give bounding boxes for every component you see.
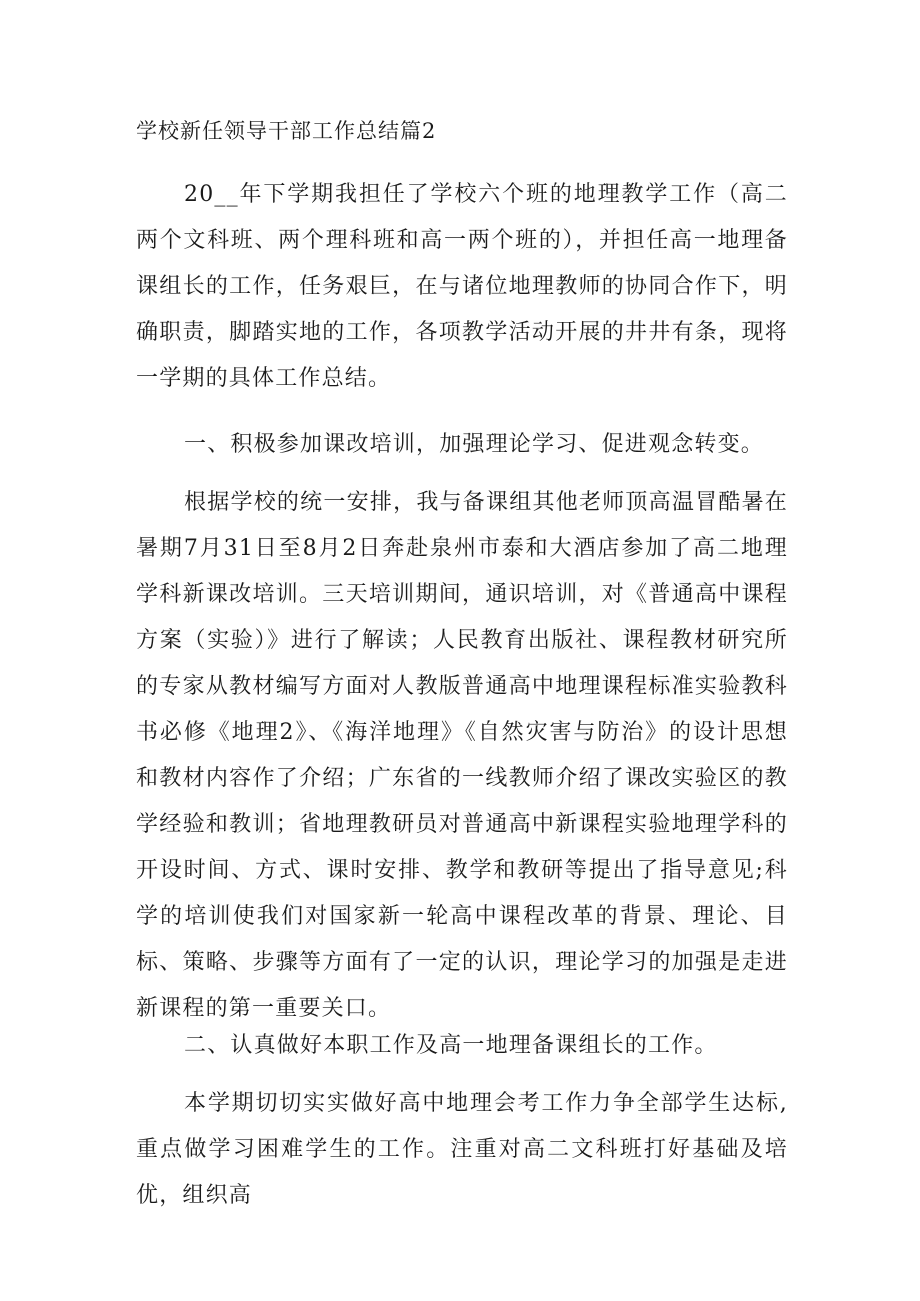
intro-paragraph: 20__年下学期我担任了学校六个班的地理教学工作（高二两个文科班、两个理科班和高一两个班的），并担任高一地理备课组长的工作，任务艰巨，在与诸位地理教师的协同合作下，明确职责，脚踏实地的工作，各项教学活动开展的井井有条，现将一学期的具体工作总结。 [136,182,788,391]
section-heading-1: 一、积极参加课改培训，加强理论学习、促进观念转变。 [184,432,765,457]
section-2-paragraph: 本学期切切实实做好高中地理会考工作力争全部学生达标,重点做学习困难学生的工作。注重对高二文科班打好基础及培优，组织高 [136,1091,788,1208]
section-1-paragraph: 根据学校的统一安排，我与备课组其他老师顶高温冒酷暑在暑期7月31日至8月2日奔赴泉州市泰和大酒店参加了高二地理学科新课改培训。三天培训期间，通识培训，对《普通高中课程方案（实验）》进行了解读；人民教育出版社、课程教材研究所的专家从教材编写方面对人教版普通高中地理课程标准实验教科书必修《地理2》、《海洋地理》《自然灾害与防治》的设计思想和教材内容作了介绍；广东省的一线教师介绍了课改实验区的教学经验和教训；省地理教研员对普通高中新课程实验地理学科的开设时间、方式、课时安排、教学和教研等提出了指导意见;科学的培训使我们对国家新一轮高中课程改革的背景、理论、目标、策略、步骤等方面有了一定的认识，理论学习的加强是走进新课程的第一重要关口。 [136,490,788,1021]
section-heading-2: 二、认真做好本职工作及高一地理备课组长的工作。 [184,1033,718,1058]
document-title: 学校新任领导干部工作总结篇2 [136,119,437,143]
